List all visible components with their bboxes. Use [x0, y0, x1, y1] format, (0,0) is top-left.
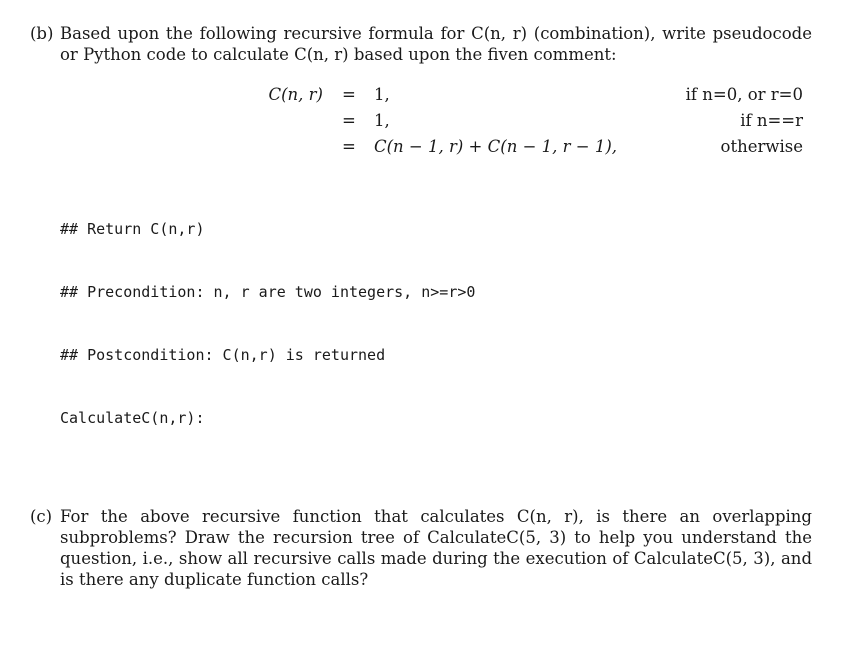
- formula-relation: =: [342, 85, 356, 104]
- formula-row: [0, 137, 844, 159]
- question-b: [30, 23, 812, 65]
- question-b-label: (b): [30, 24, 54, 43]
- formula-rhs: 1,: [374, 85, 390, 104]
- code-line: ## Postcondition: C(n,r) is returned: [60, 346, 386, 364]
- formula-condition: otherwise: [720, 137, 803, 156]
- formula-row: [0, 85, 844, 107]
- formula-row: [0, 111, 844, 133]
- question-c-text: For the above recursive function that calculates C(n, r), is there an overlapping subproblems? Draw the recursion tree of CalculateC(5, 3) to help you understand the question, i.e., show all recursive calls made during the execution of CalculateC(5, 3), and is there any duplicate function calls?: [60, 507, 812, 589]
- code-line: ## Precondition: n, r are two integers, n>=r>0: [60, 283, 476, 301]
- formula-lhs: C(n, r): [268, 85, 323, 104]
- code-line: CalculateC(n,r):: [60, 409, 205, 427]
- formula-condition: if n==r: [740, 111, 803, 130]
- formula-condition: if n=0, or r=0: [685, 85, 803, 104]
- question-c: [30, 506, 812, 590]
- formula-rhs: C(n − 1, r) + C(n − 1, r − 1),: [374, 137, 618, 156]
- question-b-text: Based upon the following recursive formula for C(n, r) (combination), write pseudocode or Python code to calculate C(n, r) based upon the fiven comment:: [60, 24, 812, 64]
- formula-relation: =: [342, 137, 356, 156]
- code-line: ## Return C(n,r): [60, 220, 205, 238]
- question-c-label: (c): [30, 507, 53, 526]
- formula-rhs: 1,: [374, 111, 390, 130]
- code-block: [60, 177, 475, 450]
- formula-relation: =: [342, 111, 356, 130]
